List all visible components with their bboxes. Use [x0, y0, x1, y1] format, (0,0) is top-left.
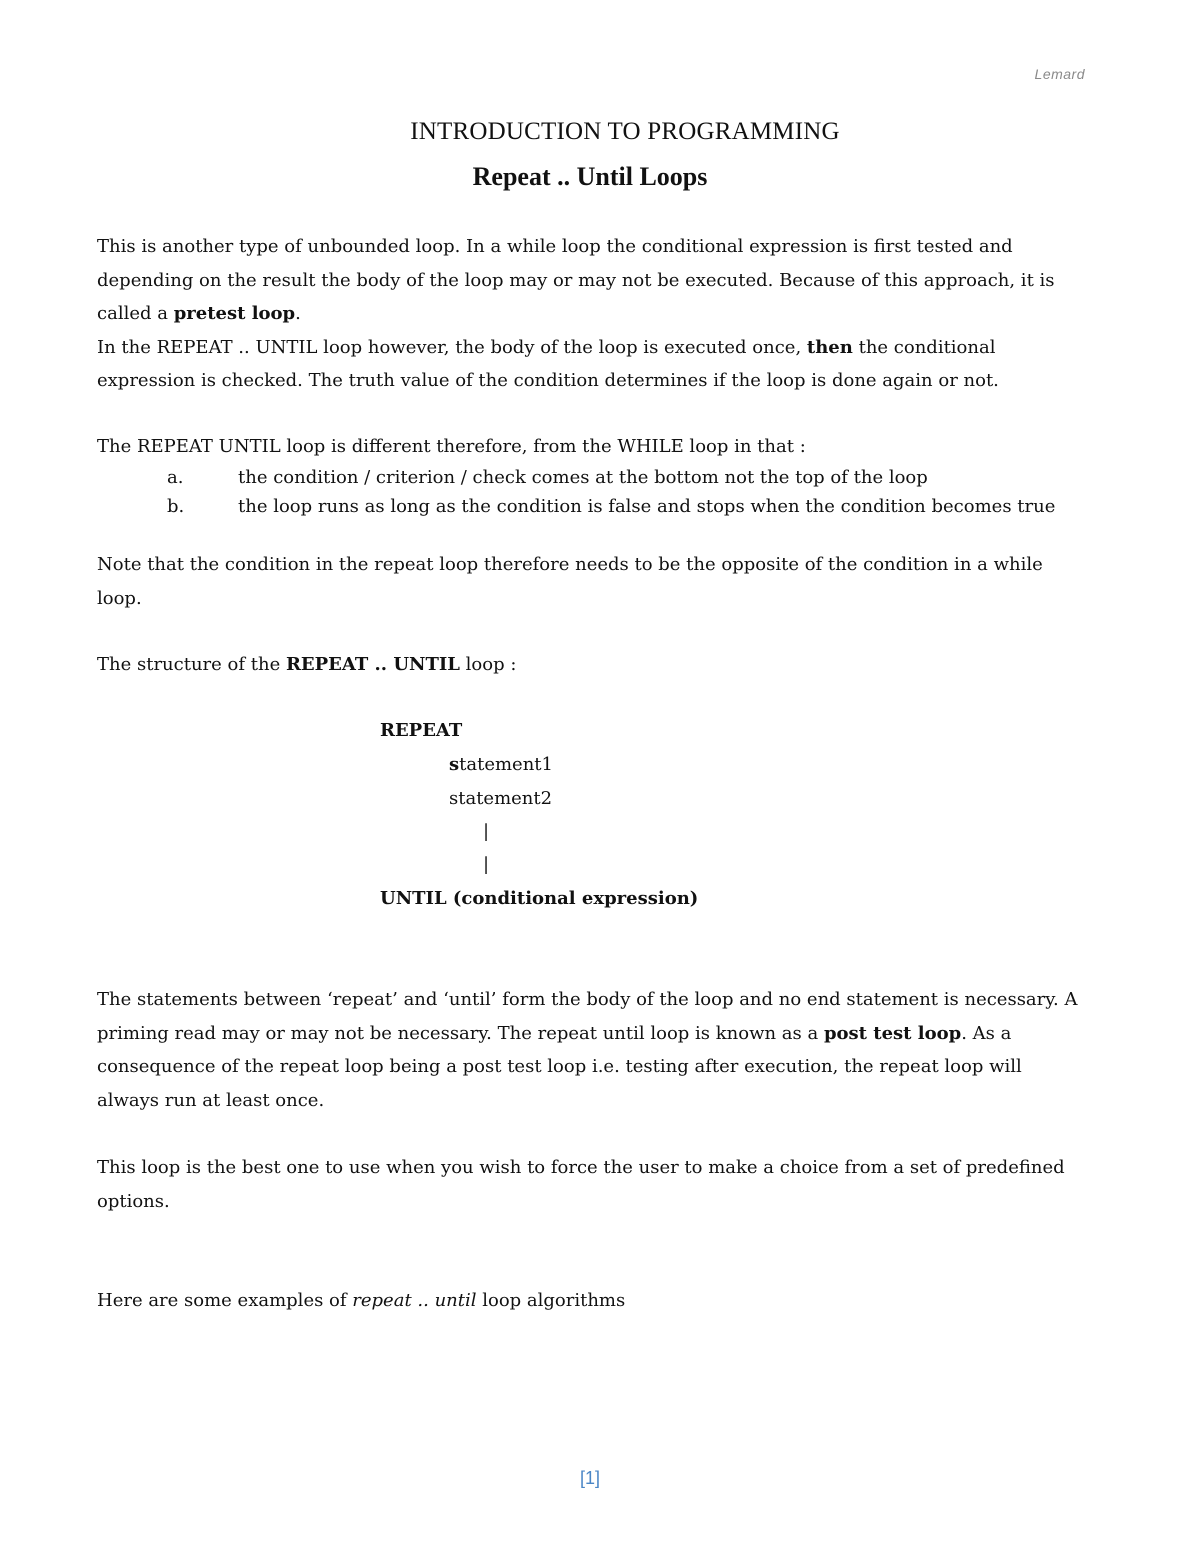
examples-text: Here are some examples of [97, 1290, 353, 1311]
statement-1 [449, 754, 553, 775]
list-item [97, 463, 1087, 492]
repeat-intro-text: In the REPEAT .. UNTIL loop however, the body of the loop is executed once, [97, 336, 807, 358]
difference-lead-text: The REPEAT UNTIL loop is different therefore, from the WHILE loop in that : [97, 436, 806, 457]
topic-title: Repeat .. Until Loops [472, 162, 708, 191]
repeat-intro-end: the conditional expression is checked. The truth value of the condition determines if the loop is done again or not. [97, 336, 999, 391]
page-number: [1] [579, 1468, 600, 1488]
structure-lead-text: The structure of the [97, 654, 286, 675]
list-item [97, 492, 1087, 521]
intro-period: . [295, 303, 301, 324]
intro-text: This is another type of unbounded loop. In a while loop the conditional expression is first tested and depending on the result the body of the loop may or may not be executed. Because of this approach, it is called a [97, 236, 1055, 324]
post-test-loop-term: post test loop [823, 1022, 962, 1044]
body-paragraph-text: The statements between ‘repeat’ and ‘until’ form the body of the loop and no end statement is necessary. A priming read may or may not be necessary. The repeat until loop is known as a [97, 989, 1078, 1044]
intro-paragraph [97, 230, 1087, 398]
examples-end: loop algorithms [476, 1290, 626, 1311]
best-use-paragraph [97, 1151, 1087, 1218]
repeat-until-italic: repeat .. until [352, 1290, 477, 1311]
body-paragraph-end: . As a consequence of the repeat loop being a post test loop i.e. testing after execution, the repeat loop will always run at least once. [97, 1022, 1022, 1111]
pretest-loop-term: pretest loop [173, 303, 296, 324]
structure-lead-end: loop : [459, 654, 517, 675]
note-paragraph [97, 548, 1087, 615]
then-term: then [806, 336, 853, 358]
structure-lead [97, 648, 1087, 682]
difference-lead [97, 430, 1087, 464]
list-marker: b. [167, 496, 185, 517]
examples-paragraph [97, 1284, 1087, 1318]
difference-list [97, 463, 1087, 521]
list-item-text: the loop runs as long as the condition is false and stops when the condition becomes true [238, 496, 1056, 517]
continuation-mark: | [483, 821, 490, 842]
list-marker: a. [167, 467, 184, 488]
repeat-until-term: REPEAT .. UNTIL [285, 654, 460, 675]
best-use-text: This loop is the best one to use when you wish to force the user to make a choice from a set of predefined options. [97, 1157, 1065, 1212]
note-text: Note that the condition in the repeat loop therefore needs to be the opposite of the condition in a while loop. [97, 554, 1043, 609]
course-title: INTRODUCTION TO PROGRAMMING [410, 118, 840, 145]
statement-1-rest: tatement1 [459, 754, 553, 775]
list-item-text: the condition / criterion / check comes at the bottom not the top of the loop [238, 467, 928, 488]
body-paragraph [97, 983, 1087, 1117]
repeat-keyword: REPEAT [380, 720, 463, 741]
continuation-mark: | [483, 854, 490, 875]
until-line: UNTIL (conditional expression) [380, 888, 699, 909]
statement-1-initial: s [449, 754, 460, 775]
statement-2: statement2 [449, 788, 553, 809]
header-author: Lemard [1034, 66, 1085, 82]
